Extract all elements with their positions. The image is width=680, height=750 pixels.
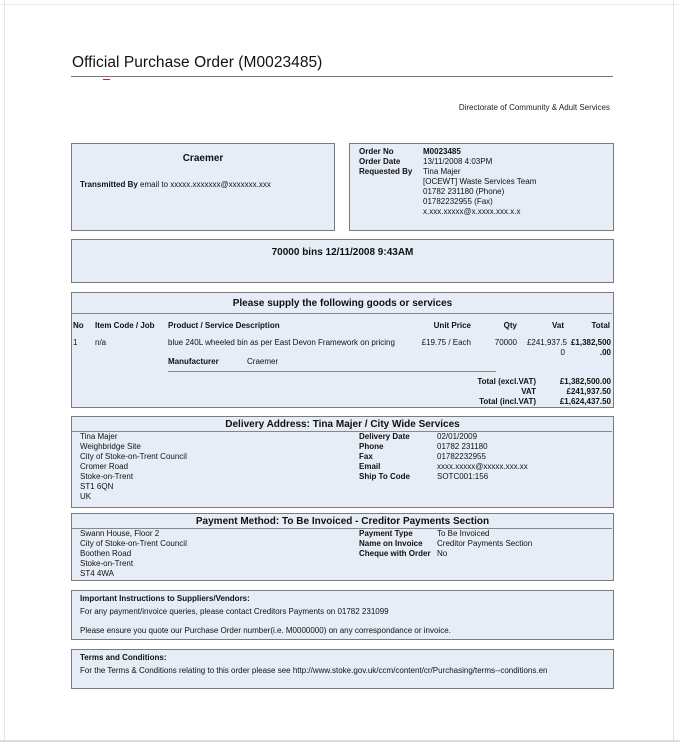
- order-reference: 70000 bins 12/11/2008 9:43AM: [271, 247, 414, 258]
- instructions-box: [71, 590, 614, 640]
- order-no-label: Order No: [359, 147, 394, 156]
- phone-value: 01782 231180: [437, 442, 488, 451]
- page-edge-bottom: [0, 740, 680, 742]
- payment-heading: Payment Method: To Be Invoiced - Creditor Payments Section: [195, 516, 490, 527]
- payment-address-line: City of Stoke-on-Trent Council: [80, 539, 187, 548]
- vendor-box: [71, 143, 335, 231]
- delivery-address-line: UK: [80, 492, 92, 501]
- row-no: 1: [73, 338, 78, 347]
- manufacturer-value: Craemer: [247, 357, 279, 366]
- delivery-address-line: Tina Majer: [80, 432, 118, 441]
- terms-link[interactable]: For the Terms & Conditions relating to this order please see http://www.stoke.gov.uk/ccm/content/cr/Purchasing/terms--conditions.en: [80, 666, 548, 675]
- col-header-description: Product / Service Description: [168, 321, 280, 330]
- payment-type-label: Payment Type: [359, 529, 413, 538]
- order-details-box: [349, 143, 614, 231]
- row-total-line1: £1,382,500: [570, 338, 611, 347]
- payment-address-line: Swann House, Floor 2: [80, 529, 160, 538]
- col-header-unit-price: Unit Price: [433, 321, 471, 330]
- page-edge-right: [673, 0, 674, 742]
- requested-by-team: [OCEWT] Waste Services Team: [423, 177, 537, 186]
- col-header-total: Total: [591, 321, 610, 330]
- requested-by-name: Tina Majer: [423, 167, 461, 176]
- transmitted-by: [80, 180, 271, 189]
- page-title: Official Purchase Order (M0023485): [72, 54, 323, 71]
- goods-heading: Please supply the following goods or services: [232, 298, 453, 309]
- payment-type-value: To Be Invoiced: [437, 529, 490, 538]
- total-excl-vat-value: £1,382,500.00: [559, 377, 611, 386]
- row-vat-line1: £241,937.5: [526, 338, 567, 347]
- delivery-address-line: Weighbridge Site: [80, 442, 141, 451]
- vendor-name: Craemer: [182, 153, 224, 164]
- total-incl-vat-label: Total (incl.VAT): [479, 397, 536, 406]
- delivery-address-line: Stoke-on-Trent: [80, 472, 134, 481]
- requested-by-label: Requested By: [359, 167, 413, 176]
- payment-address: [80, 529, 187, 579]
- name-on-invoice-label: Name on Invoice: [359, 539, 423, 548]
- delivery-address-line: Cromer Road: [80, 462, 129, 471]
- row-qty: 70000: [494, 338, 517, 347]
- row-unit-price: £19.75 / Each: [421, 338, 471, 347]
- order-no-value: M0023485: [423, 147, 461, 156]
- col-header-vat: Vat: [551, 321, 564, 330]
- vat-total-value: £241,937.50: [566, 387, 611, 396]
- delivery-address-line: City of Stoke-on-Trent Council: [80, 452, 187, 461]
- delivery-address-line: ST1 6QN: [80, 482, 114, 491]
- transmitted-by-label: Transmitted By: [80, 180, 138, 189]
- total-excl-vat-label: Total (excl.VAT): [477, 377, 536, 386]
- col-header-no: No: [73, 321, 84, 330]
- col-header-qty: Qty: [503, 321, 517, 330]
- payment-details: [359, 529, 532, 559]
- email-value: xxxx.xxxxx@xxxxx.xxx.xx: [437, 462, 528, 471]
- delivery-heading: Delivery Address: Tina Majer / City Wide Services: [225, 419, 460, 430]
- total-incl-vat-value: £1,624,437.50: [559, 397, 611, 406]
- phone-label: Phone: [359, 442, 384, 451]
- email-label: Email: [359, 462, 381, 471]
- row-total-line2: .00: [599, 348, 611, 357]
- row-item-code: n/a: [95, 338, 107, 347]
- page-edge-top: [0, 4, 680, 5]
- title-divider: [71, 76, 613, 77]
- terms-box: [71, 649, 614, 689]
- payment-box: [71, 513, 614, 581]
- row-divider: [168, 371, 496, 372]
- row-vat-line2: 0: [560, 348, 565, 357]
- cheque-with-order-label: Cheque with Order: [359, 549, 431, 558]
- payment-address-line: Stoke-on-Trent: [80, 559, 134, 568]
- delivery-date-value: 02/01/2009: [437, 432, 478, 441]
- delivery-box: [71, 416, 614, 508]
- instructions-heading: Important Instructions to Suppliers/Vendors:: [80, 594, 250, 603]
- ship-to-code-label: Ship To Code: [359, 472, 410, 481]
- fax-value: 01782232955: [437, 452, 486, 461]
- requested-by-phone: 01782 231180 (Phone): [423, 187, 505, 196]
- transmitted-by-value: email to xxxxx.xxxxxxx@xxxxxxx.xxx: [140, 180, 271, 189]
- name-on-invoice-value: Creditor Payments Section: [437, 539, 533, 548]
- order-date-label: Order Date: [359, 157, 401, 166]
- delivery-address: [80, 432, 187, 502]
- row-description: blue 240L wheeled bin as per East Devon Framework on pricing: [168, 338, 395, 347]
- instructions-line-1: For any payment/invoice queries, please contact Creditors Payments on 01782 231099: [80, 607, 389, 616]
- delivery-date-label: Delivery Date: [359, 432, 410, 441]
- terms-heading: Terms and Conditions:: [80, 653, 167, 662]
- manufacturer-label: Manufacturer: [168, 357, 219, 366]
- payment-address-line: ST4 4WA: [80, 569, 114, 578]
- directorate-label: Directorate of Community & Adult Services: [458, 103, 610, 112]
- col-header-item-code: Item Code / Job: [95, 321, 155, 330]
- cheque-with-order-value: No: [437, 549, 448, 558]
- fax-label: Fax: [359, 452, 373, 461]
- payment-address-line: Boothen Road: [80, 549, 132, 558]
- requested-by-fax: 01782232955 (Fax): [423, 197, 493, 206]
- delivery-details: [359, 432, 528, 482]
- order-date-value: 13/11/2008 4:03PM: [423, 157, 493, 166]
- ship-to-code-value: SOTC001:156: [437, 472, 489, 481]
- red-mark: [103, 79, 110, 80]
- order-details-table: [359, 147, 536, 217]
- page-edge-left: [4, 0, 5, 742]
- requested-by-email: x.xxx.xxxxx@x.xxxx.xxx.x.x: [423, 207, 521, 216]
- goods-heading-divider: [72, 313, 612, 314]
- requested-by-value: [423, 167, 536, 217]
- vat-total-label: VAT: [521, 387, 536, 396]
- goods-box: [71, 292, 614, 408]
- instructions-line-2: Please ensure you quote our Purchase Order number(i.e. M0000000) on any correspondance or invoice.: [80, 626, 451, 635]
- order-reference-box: [71, 239, 614, 283]
